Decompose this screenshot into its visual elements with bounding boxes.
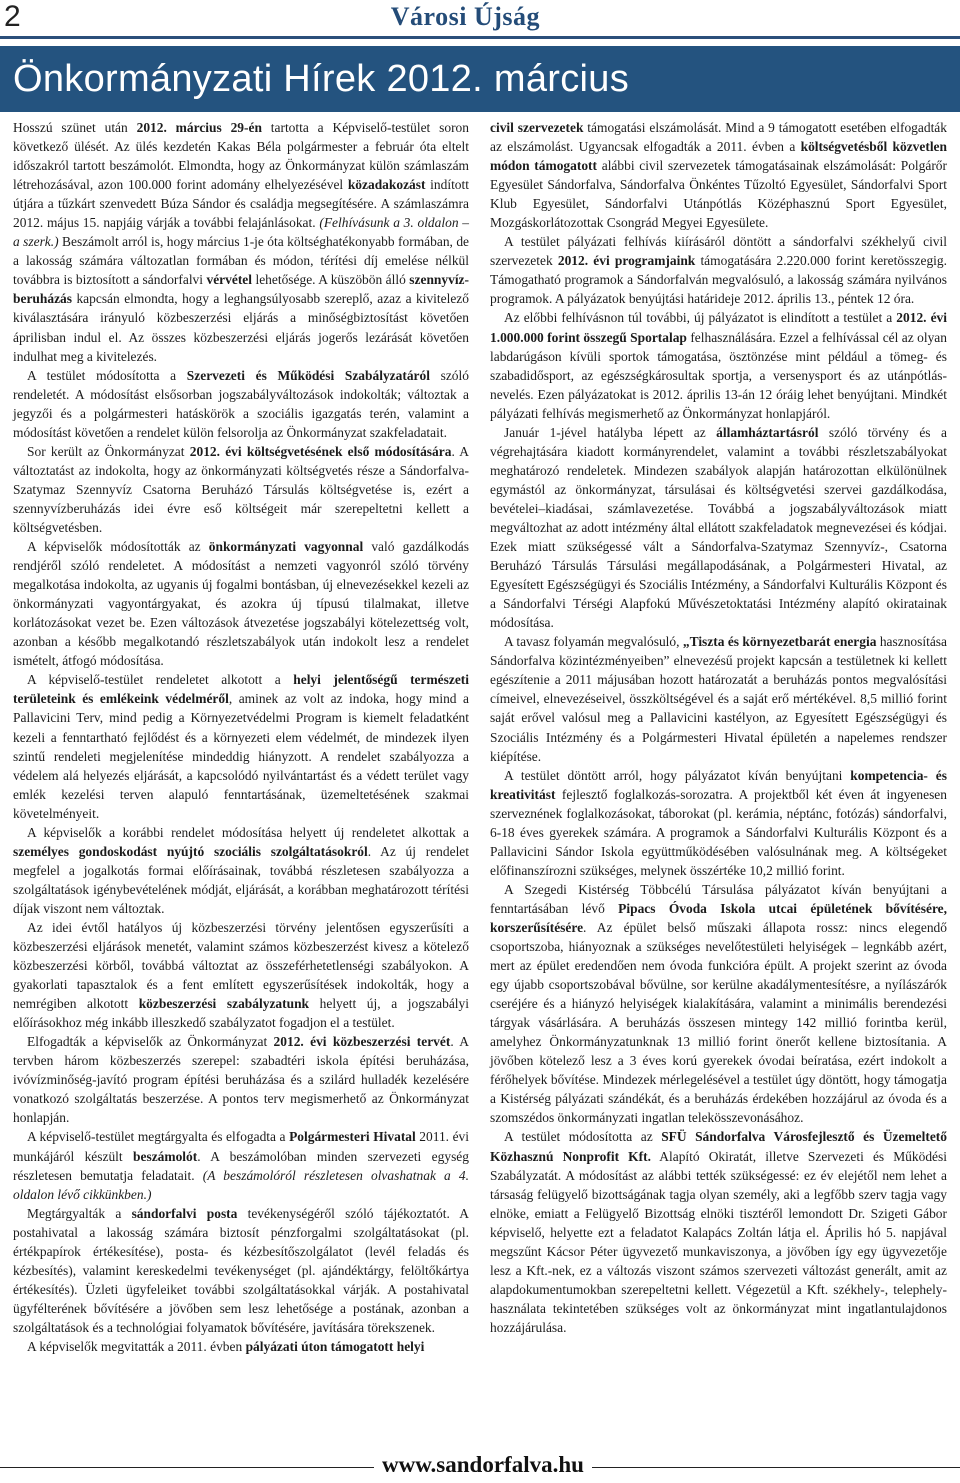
article-paragraph: A testület pályázati felhívás kiírásáról döntött a sándorfalvi székhelyű civil szervezetek 2012. évi programjaink támogatására 2.220.000 forint keretösszegig. Támogatható programok a Sándorfalván megvalósuló, a lakosság számára nyilvános programok. A pályázatok benyújtási határideje 2012. április 13., péntek 12 óra. (490, 234, 947, 307)
section-title: Önkormányzati Hírek 2012. március (13, 58, 630, 100)
left-column (13, 118, 469, 1356)
article-paragraph: A tavasz folyamán megvalósuló, „Tiszta és környezetbarát energia hasznosítása Sándorfalva közintézményeiben” elnevezésű projekt kapcsán a testületnek ki kellett egészítenie a 2011 májusában hozott határozatát a beruházás pontos megvalósítási címeivel, elnevezéseivel, összköltségével és a saját erő mértékével. 8,5 millió forint saját erővel valósul meg a Pallavicini kastélyon, az Egyesített Egészségügyi és Szociális Intézmény és a Polgármesteri Hivatal épületén a napelemes rendszer kiépítése. (490, 634, 947, 764)
article-paragraph: A képviselők a korábbi rendelet módosítása helyett új rendeletet alkottak a személyes gondoskodást nyújtó szociális szolgáltatásokról. Az új rendelet megfelel a jogalkotás formai előírásainak, továbbá részletesen szabályozza a szolgáltatások igénybevételének módját, eljárását, a korábban meghatározott térítési díjak viszont nem változtak. (13, 824, 470, 916)
article-paragraph: A testület módosította az SFÜ Sándorfalva Városfejlesztő és Üzemeltető Közhasznú Nonprofit Kft. Alapító Okiratát, illetve Szervezeti és Működési Szabályzatát. A módosítást az alábbi tették szükségessé: ez év elejétől nem lehet a társaság felügyelő bizottságának tagja olyan személy, aki a legfőbb szerv tagja vagy elnöke, emiatt a Felügyelő Bizottság elnöki tisztéről lemondott Dr. Szigeti Gábor képviselő, helyette ezt a feladatot Kalapács Zoltán látja el. Április hó 5. napjával megszűnt Kácsor Péter ügyvezető munkaviszonya, a jövőben így egy ügyvezetője lesz a Kft.-nek, ez a változás viszont számos szervezeti változást generált, amit az alapdokumentumokban szerepeltetni kellett. Végezetül a Kft. székhely-, telephely-használata tekintetében szükséges volt az önkormányzat mint ingatlantulajdonos hozzájárulása. (490, 1129, 947, 1335)
article-paragraph: Sor került az Önkormányzat 2012. évi költségvetésének első módosítására. A változtatást az indokolta, hogy az önkormányzati költségvetés része a Sándorfalva-Szatymaz Szennyvíz Csatorna Beruházó Társulás költségvetése is, ezért a szennyvízberuházás idei évre eső költségeit már szerepeltetni kellett a költségvetésben. (13, 443, 469, 535)
right-column (490, 118, 947, 1337)
article-paragraph: A képviselő-testület rendeletet alkotott a helyi jelentőségű természeti területeink és emlékeink védelméről, aminek az volt az indoka, hogy mind a Pallavicini Terv, mind pedig a Környezetvédelmi Program is kiemelt feladatként kezeli a fenntartható fejlődést és a környezeti elem védelmét, de mindezek ilyen szintű rendeleti megjelenítése mindeddig hiányzott. A rendelet szabályozza a védelem alá helyezés eljárását, a kapcsolódó nyilvántartást és a védett terület vagy emlék kezelési terven alapuló fenntartásának, üzemeltetésének szakmai követelményeit. (13, 672, 469, 821)
page-number: 2 (4, 0, 21, 33)
article-paragraph: A képviselők megvitatták a 2011. évben pályázati úton támogatott helyi (27, 1339, 425, 1354)
article-paragraph: civil szervezetek támogatási elszámolását. Mind a 9 támogatott esetében elfogadták az elszámolást. Ugyancsak elfogadták a 2011. évben a költségvetésből közvetlen módon támogatott alábbi civil szervezetek támogatásainak elszámolását: Polgárőr Egyesület Sándorfalva, Sándorfalva Önkéntes Tűzoltó Egyesület, Sándorfalvi Sport Klub Egyesület, Sándorfalvi Utánpótlás Középhasznú Sport Egyesület, Mozgáskorlátozottak Csongrád Megyei Egyesülete. (490, 120, 947, 231)
article-paragraph: Megtárgyalták a sándorfalvi posta tevékenységéről szóló tájékoztatót. A postahivatal a lakosság számára biztosít pénzforgalmi szolgáltatásokat (pl. értékpapírok értékesítése), posta- és kézbesítőszolgálatot (levél feladás és kézbesítés), valamint kereskedelmi tevékenységet (pl. ajándéktárgy, felöltőkártya értékesítés). Üzleti ügyfeleiket további szolgáltatásokkal várják. A postahivatal ügyfélterének bővítésére a jövőben sem lesz lehetősége a postának, azonban a szolgáltatások és a technológiai folyamatok bővítésére, javítására törekszenek. (13, 1205, 470, 1335)
section-banner (0, 46, 960, 112)
article-paragraph: Elfogadták a képviselők az Önkormányzat 2012. évi közbeszerzési tervét. A tervben három közbeszerzés szerepel: szabadtéri iskola építési beruházása, ivóvízminőség-javító program építési beruházása és a szilárd hulladék kezelésére vonatkozó szolgáltatás beszerzése. A pontos terv megismerhető az Önkormányzat honlapján. (13, 1034, 469, 1126)
article-paragraph: Január 1-jével hatályba lépett az államháztartásról szóló törvény és a végrehajtására kiadott kormányrendelet, valamint a további részletszabályokat meghatározó rendeletek. Mindezen szabályok alapján határozottan elkülönülnek egymástól az önkormányzat, társulásai és költségvetési szervei gazdálkodása, bevételei–kiadásai, számlavezetése. Továbbá a jogszabályváltozások miatt megváltozhat az adott intézmény által ellátott szakfeladatok megnevezései és kódjai. Ezek miatt szükségessé vált a Sándorfalva-Szatymaz Szennyvíz-, Csatorna Beruházó Társulás Társulási megállapodásának, a Polgármesteri Hivatal, az Egyesített Egészségügyi és Szociális Intézmény, a Sándorfalvi Kulturális Központ és a Sándorfalvi Térségi Alapfokú Művészetoktatási Intézmény alapító okiratainak módosítása. (490, 424, 948, 631)
newspaper-title: Városi Újság (390, 2, 540, 31)
article-paragraph: Hosszú szünet után 2012. március 29-én tartotta a Képviselő-testület soron következő ülését. Az ülés kezdetén Kakas Béla polgármester a február óta eltelt időszakról tartott beszámolót. Elmondta, hogy az Önkormányzat külön számlaszám létrehozásával, azon 100.000 forint adomány elhelyezésével közadakozást indított útjára a tűzkárt szenvedett Búza Sándor és családja megsegítésére. A számlaszámra 2012. május 15. napjáig várják a további felajánlásokat. (Felhívásunk a 3. oldalon – a szerk.) Beszámolt arról is, hogy március 1-je óta költséghatékonyabb formában, de a lakosság számára változatlan formában és módon, térítési díj emelése nélkül továbbra is biztosított a sándorfalvi vérvétel lehetősége. A küszöbön álló szennyvíz-beruházás kapcsán elmondta, hogy a leghangsúlyosabb szereplő, azaz a kivitelező kiválasztására irányuló közbeszerzési eljárás a minőségbiztosítást követően áprilisban indul el. Az összes közbeszerzési eljárás jogerős lezárását követően indulhat meg a kivitelezés. (13, 120, 470, 364)
article-paragraph: A képviselők módosították az önkormányzati vagyonnal való gazdálkodás rendjéről szóló rendeletet. A módosítást a nemzeti vagyonról szóló törvény megalkotása indokolta, az ugyanis új fogalmi bontásban, új elnevezésekkel kezeli az önkormányzati vagyontárgyakat, és azokra új típusú tilalmakat, illetve korlátozásokat vezet be. Ezen változások átvezetése jogszabályi kötelezettség volt, azonban a később megalkotandó részletszabályok után indokolt lesz a rendelet ismételt, átfogó módosítása. (13, 539, 469, 669)
article-paragraph: Az előbbi felhívásnon túl további, új pályázatot is elindított a testület a 2012. évi 1.000.000 forint összegű Sportalap felhasználására. Ezzel a felhívással cél az olyan labdarúgáson kívüli sportok támogatása, ösztönzése mint például a tömeg- és szabadidősport, az egészségkárosultak sportja, a versenysport és az utánpótlás-nevelés. Ezen pályázatokat is 2012. április 13-án 12 óráig lehet benyújtani. Mindkét pályázati felhívás megismerhető az Önkormányzat honlapjáról. (490, 310, 947, 421)
article-paragraph: A Szegedi Kistérség Többcélú Társulása pályázatot kíván benyújtani a fenntartásában lévő Pipacs Óvoda Iskola utcai épületének bővítésére, korszerűsítésére. Az épület belső műszaki állapota rossz: nincs elegendő csoportszoba, hiányoznak a szükséges nevelőtestületi helyiségek – legnkább azért, mert az épület eredendően nem óvoda funkcióra épült. A projekt szerint az óvoda egy újabb csoportszobával bővülne, sor kerülne akadálymentesítésre, a nyílászárók cseréjére és a hiányzó helyiségek kialakítására, valamint a minimális berendezési tárgyak vásárlására. A beruházás összesen mintegy 142 millió forintba kerül, amelyhez Önkormányzatunknak 13 millió forint önerőt kellene biztosítania. A jövőben kötelező lesz a 3 éves korú gyerekek óvodai beíratása, ezért indokolt a férőhelyek bővítése. Mindezek mérlegelésével a testület úgy döntött, hogy támogatja a Kistérség pályázati szándékát, és a beruházás érdekében hozzájárul az óvoda és a szomszédos önkormányzati ingatlan telekösszevonásához. (490, 881, 947, 1126)
page-footer (0, 1448, 960, 1483)
article-paragraph: A testület módosította a Szervezeti és Működési Szabályzatáról szóló rendeletét. A módosítást elsősorban jogszabályváltozások indokolták; változtak a jegyzői és a polgármesteri hatáskörök a szociális igazgatás terén, valamint a módosítást követően a rendelet külön felsorolja az Önkormányzat szakfeladatait. (13, 367, 469, 440)
article-paragraph: A képviselő-testület megtárgyalta és elfogadta a Polgármesteri Hivatal 2011. évi munkájáról készült beszámolót. A beszámolóban minden szervezeti egység részletesen bemutatja feladatait. (A beszámolóról részletesen olvashatnak a 4. oldalon lévő cikkünkben.) (13, 1129, 470, 1202)
page-header (0, 0, 960, 40)
article-paragraph: A testület döntött arról, hogy pályázatot kíván benyújtani kompetencia- és kreativitást fejlesztő foglalkozás-sorozatra. A projektből két éven át ingyenesen szerveznének foglalkozásokat, táborokat (pl. kerámia, néptánc, fotózás) sándorfalvi, 6-18 éves gyerekek számára. A programok a Sándorfalvi Kulturális Központ és a Pallavicini Sándor Iskola együttműködésében valósulnának meg. A költségeket előfinanszírozni szükséges, melynek összértéke 10,2 millió forint. (490, 767, 947, 878)
header-rule (0, 36, 960, 39)
footer-url[interactable]: www.sandorfalva.hu (374, 1452, 592, 1478)
article-paragraph: Az idei évtől hatályos új közbeszerzési törvény jelentősen egyszerűsíti a közbeszerzési eljárások menetét, valamint számos közbeszerzést kivesz a kötelező közbeszerzési körből, továbbá változtat az összeférhetetlenségi szabályokon. A gyakorlati tapasztalok és a fent említett egyszerűsítések indokolták, hogy a nemrégiben alkotott közbeszerzési szabályzatunk helyett új, a jogszabályi előírásokhoz még inkább illeszkedő szabályzatot fogadjon el a testület. (13, 919, 469, 1031)
